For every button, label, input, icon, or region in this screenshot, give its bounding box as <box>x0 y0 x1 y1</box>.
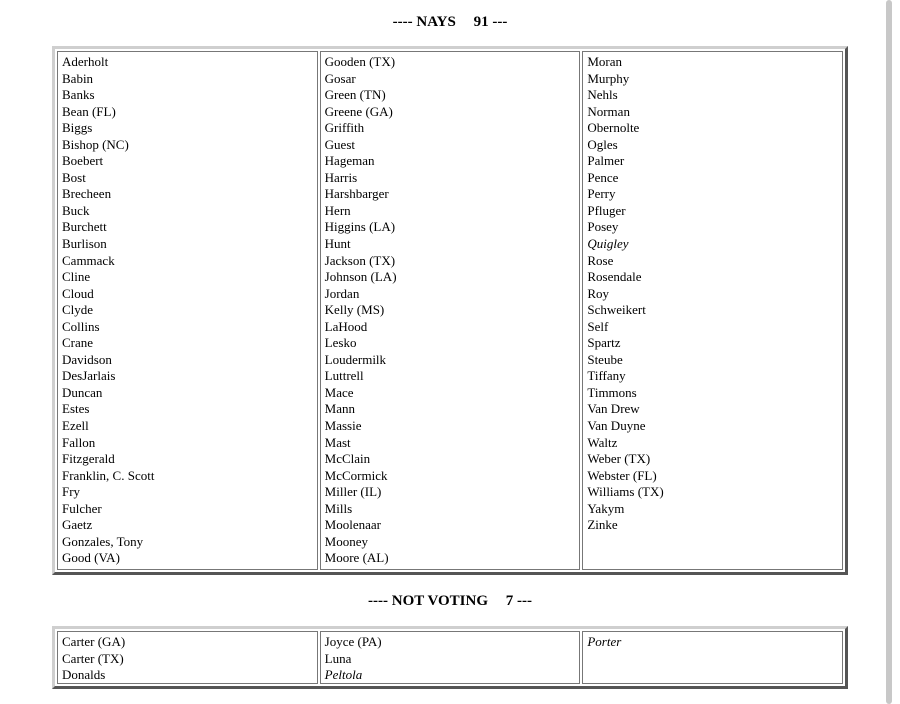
member-name: DesJarlais <box>62 368 116 384</box>
nays-column <box>57 51 318 570</box>
member-name: Griffith <box>324 120 365 136</box>
member-name: McCormick <box>324 467 388 483</box>
not-voting-column <box>582 631 843 684</box>
member-name: Van Duyne <box>587 418 646 434</box>
member-name: Ezell <box>62 418 89 434</box>
member-name: Pence <box>587 169 619 185</box>
nays-heading-label: ---- NAYS <box>392 14 456 30</box>
member-name: Moolenaar <box>324 517 381 533</box>
member-name: Higgins (LA) <box>324 219 396 235</box>
member-name: Zinke <box>587 517 618 533</box>
member-name: Roy <box>587 285 610 301</box>
member-name: Steube <box>587 351 623 367</box>
member-name: Bost <box>62 169 86 185</box>
member-name: Yakym <box>587 500 625 516</box>
member-name: Carter (GA) <box>62 634 126 649</box>
not-voting-heading-count: 7 --- <box>505 593 532 609</box>
member-name: Timmons <box>587 384 637 400</box>
member-name: Bishop (NC) <box>62 136 129 152</box>
member-name: Fulcher <box>62 500 102 516</box>
nays-column <box>320 51 581 570</box>
member-name: Buck <box>62 202 90 218</box>
member-name: Ogles <box>587 136 618 152</box>
member-name: Carter (TX) <box>62 650 124 666</box>
member-name: Self <box>587 318 609 334</box>
member-name: Spartz <box>587 335 621 351</box>
member-name: Biggs <box>62 120 93 136</box>
member-name: Joyce (PA) <box>324 634 382 649</box>
member-name: Mills <box>324 500 353 516</box>
member-name: Duncan <box>62 384 103 400</box>
member-name: Crane <box>62 335 94 351</box>
member-name: Donalds <box>62 667 106 683</box>
not-voting-column <box>57 631 318 684</box>
member-name: Moran <box>587 54 623 69</box>
member-name: Rosendale <box>587 269 642 285</box>
member-name: Porter <box>587 634 622 649</box>
member-name: Greene (GA) <box>324 103 393 119</box>
member-name: Schweikert <box>587 302 646 318</box>
nays-heading-count: 91 --- <box>473 14 508 30</box>
member-name: Harris <box>324 169 358 185</box>
member-name: Gosar <box>324 70 356 86</box>
member-name: Hageman <box>324 153 375 169</box>
member-name: Cammack <box>62 252 115 268</box>
member-name: Luttrell <box>324 368 364 384</box>
member-name: Kelly (MS) <box>324 302 385 318</box>
member-name: Fitzgerald <box>62 451 115 467</box>
member-name: Massie <box>324 418 362 434</box>
member-name: Fallon <box>62 434 96 450</box>
member-name: Williams (TX) <box>587 484 664 500</box>
member-name: Van Drew <box>587 401 640 417</box>
member-name: Aderholt <box>62 54 109 69</box>
member-name: Mast <box>324 434 351 450</box>
not-voting-heading-label: ---- NOT VOTING <box>368 593 488 609</box>
member-name: Norman <box>587 103 630 119</box>
member-name: Moore (AL) <box>324 550 389 566</box>
member-name: Lesko <box>324 335 357 351</box>
member-name: Cline <box>62 269 91 285</box>
member-name: Green (TN) <box>324 87 386 103</box>
member-name: Boebert <box>62 153 104 169</box>
member-name: Franklin, C. Scott <box>62 467 155 483</box>
member-name: Posey <box>587 219 619 235</box>
member-name: Waltz <box>587 434 618 450</box>
member-name: Clyde <box>62 302 94 318</box>
member-name: Palmer <box>587 153 625 169</box>
member-name: LaHood <box>324 318 368 334</box>
member-name: Hunt <box>324 236 351 252</box>
member-name: Guest <box>324 136 356 152</box>
member-name: Burchett <box>62 219 107 235</box>
member-name: Pfluger <box>587 202 626 218</box>
not-voting-heading <box>0 592 900 610</box>
member-name: Miller (IL) <box>324 484 382 500</box>
member-name: Gaetz <box>62 517 93 533</box>
member-name: Weber (TX) <box>587 451 651 467</box>
member-name: Mann <box>324 401 356 417</box>
member-name: Brecheen <box>62 186 112 202</box>
member-name: Jordan <box>324 285 360 301</box>
nays-heading <box>0 13 900 31</box>
member-name: Perry <box>587 186 616 202</box>
member-name: Babin <box>62 70 94 86</box>
member-name: Harshbarger <box>324 186 389 202</box>
nays-column <box>582 51 843 570</box>
member-name: Bean (FL) <box>62 103 116 119</box>
member-name: Burlison <box>62 236 107 252</box>
member-name: Mooney <box>324 533 369 549</box>
member-name: Davidson <box>62 351 112 367</box>
member-name: Loudermilk <box>324 351 387 367</box>
member-name: Johnson (LA) <box>324 269 397 285</box>
member-name: Estes <box>62 401 90 417</box>
member-name: Mace <box>324 384 354 400</box>
not-voting-table <box>52 626 848 689</box>
member-name: Obernolte <box>587 120 640 136</box>
member-name: Tiffany <box>587 368 626 384</box>
member-name: Collins <box>62 318 100 334</box>
member-name: Quigley <box>587 236 629 252</box>
nays-table <box>52 46 848 575</box>
member-name: Gooden (TX) <box>324 54 396 69</box>
member-name: Webster (FL) <box>587 467 657 483</box>
member-name: Jackson (TX) <box>324 252 396 268</box>
member-name: McClain <box>324 451 371 467</box>
member-name: Murphy <box>587 70 630 86</box>
member-name: Hern <box>324 202 351 218</box>
not-voting-column <box>320 631 581 684</box>
member-name: Good (VA) <box>62 550 120 566</box>
member-name: Nehls <box>587 87 618 103</box>
member-name: Rose <box>587 252 614 268</box>
member-name: Banks <box>62 87 95 103</box>
member-name: Gonzales, Tony <box>62 533 144 549</box>
member-name: Cloud <box>62 285 94 301</box>
member-name: Luna <box>324 650 352 666</box>
member-name: Fry <box>62 484 81 500</box>
member-name: Peltola <box>324 667 363 683</box>
